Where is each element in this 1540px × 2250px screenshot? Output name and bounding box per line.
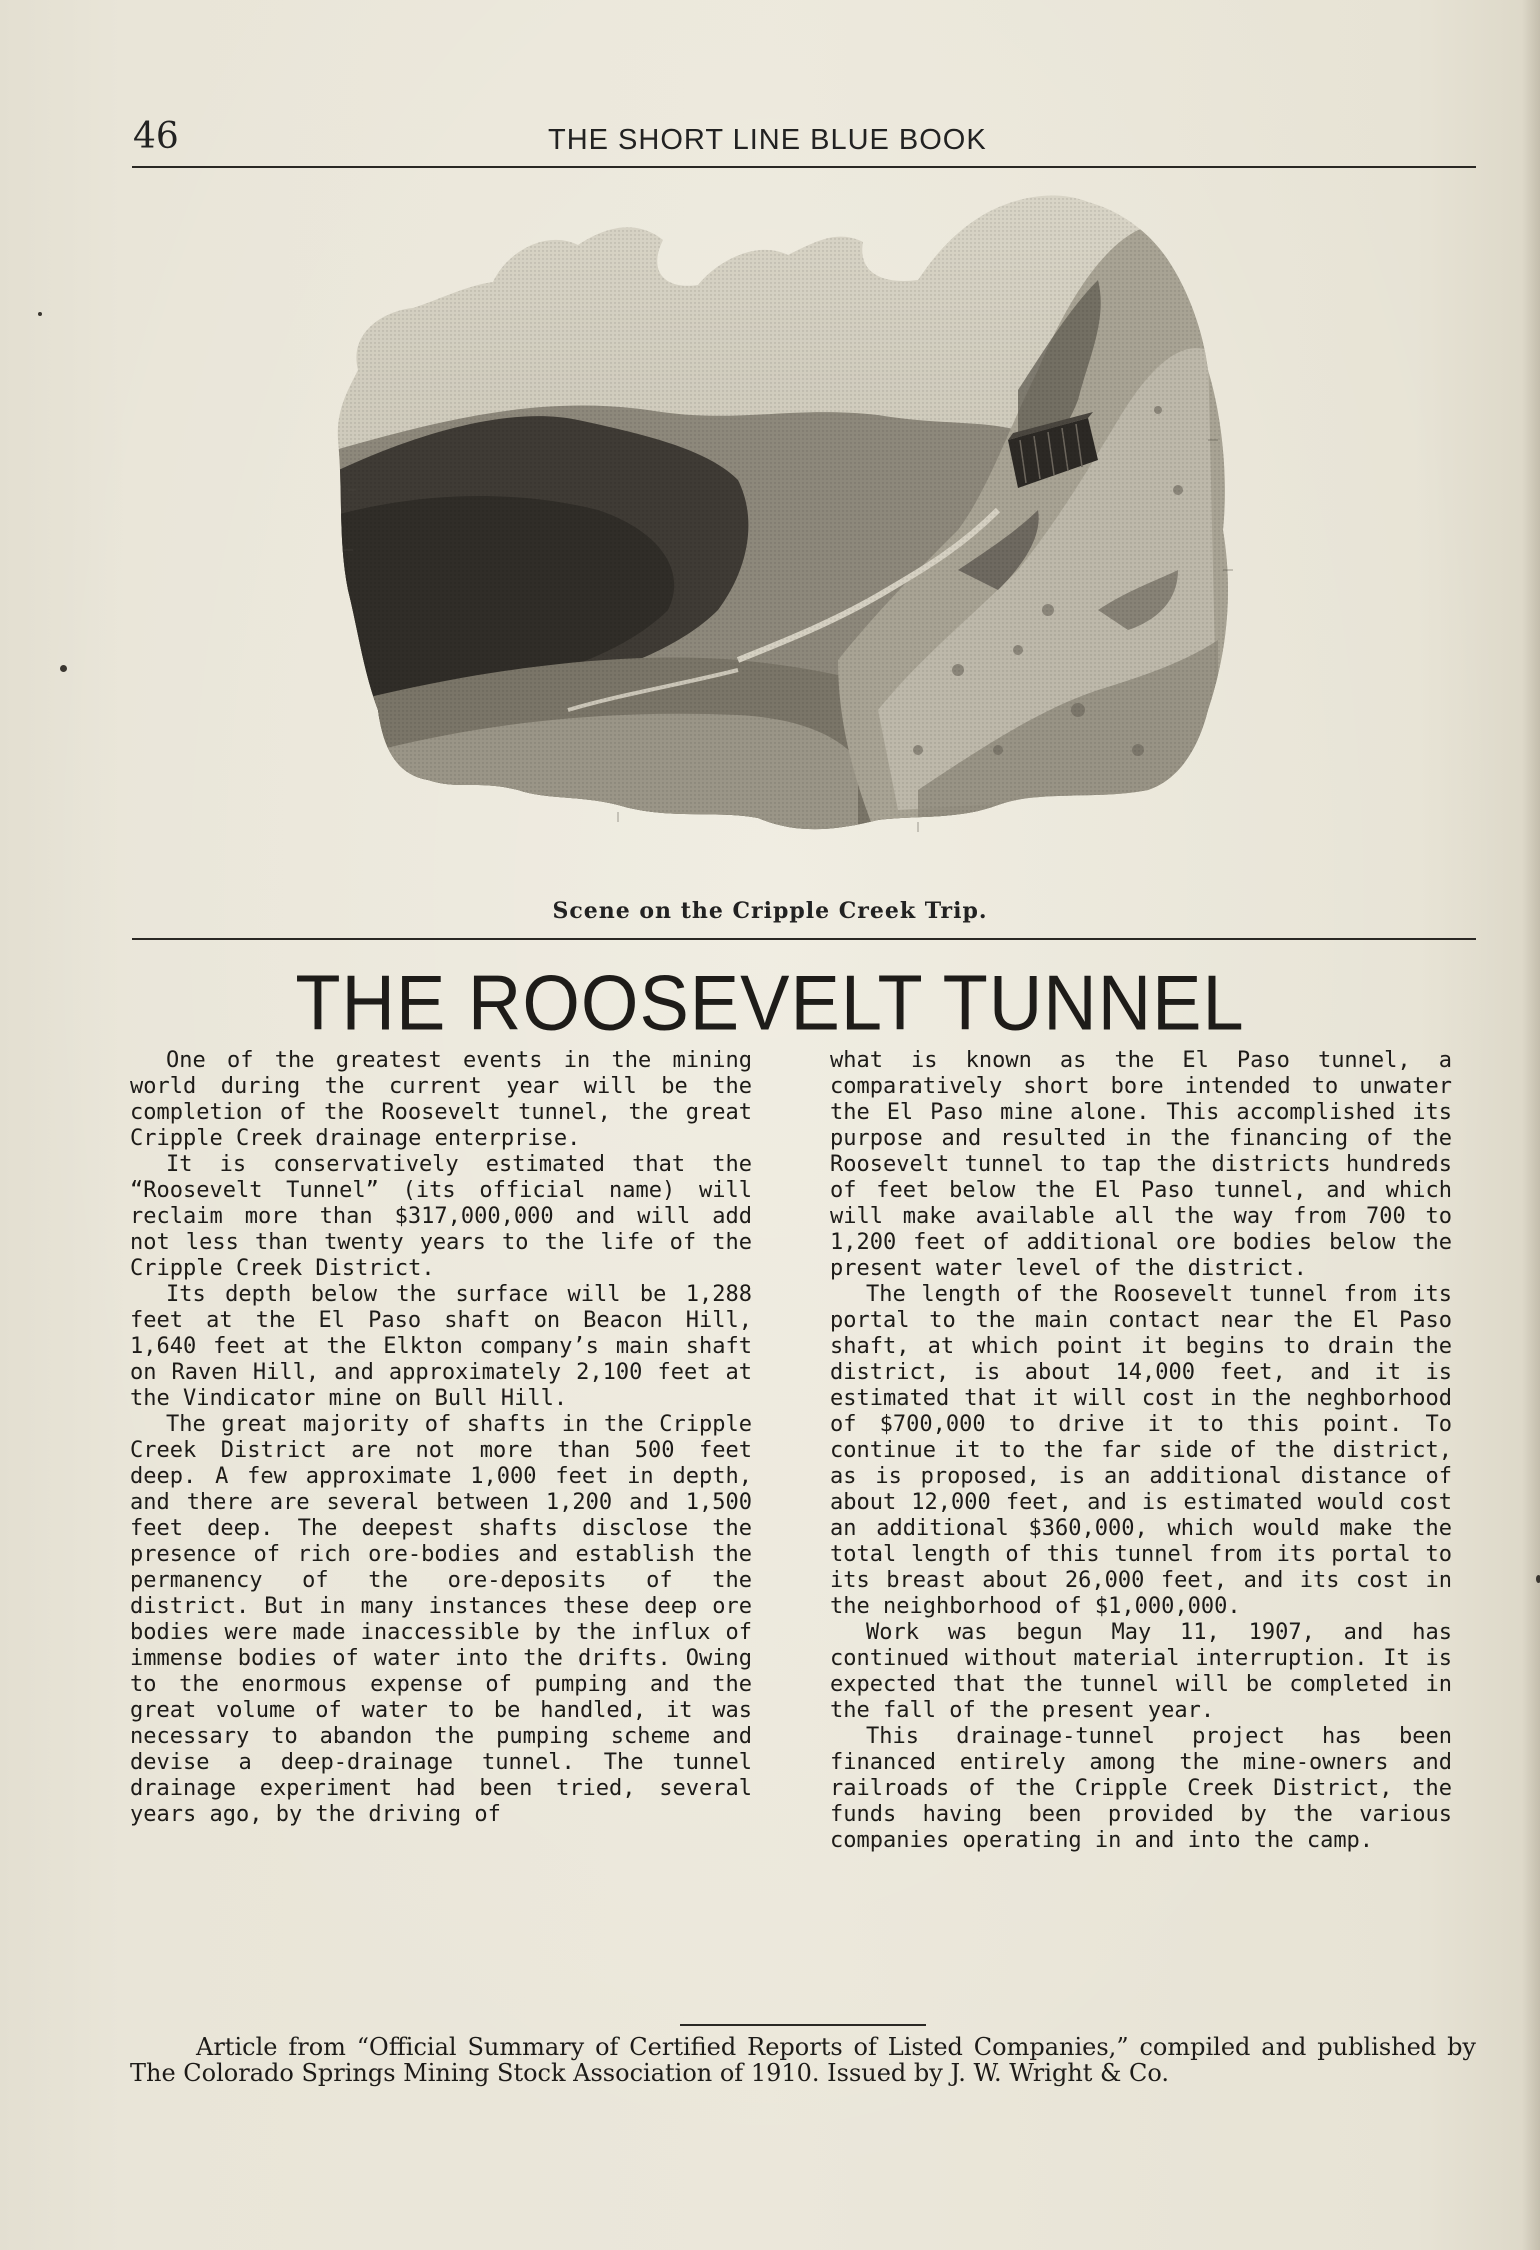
source-footnote: Article from “Official Summary of Certified Reports of Listed Companies,” compiled and published by The Colorado Springs Mining Stock Association of 1910. Issued by J. W. Wright & Co. xyxy=(130,2033,1476,2087)
paragraph: Its depth below the surface will be 1,288 feet at the El Paso shaft on Beacon Hill, 1,640 feet at the Elkton company’s main shaft on Raven Hill, and approximately 2,100 feet at the Vindicator mine on Bull Hill. xyxy=(130,1282,752,1411)
paper-speck xyxy=(38,312,42,316)
paper-speck xyxy=(60,665,67,672)
paragraph: It is conservatively estimated that the “Roosevelt Tunnel” (its official name) will reclaim more than $317,000,000 and will add not less than twenty years to the life of the Cripple Creek District. xyxy=(130,1152,752,1281)
footnote-rule xyxy=(680,2024,926,2026)
halftone-photo-mountain-scene xyxy=(318,190,1318,890)
right-column xyxy=(830,1048,1452,1854)
paragraph: One of the greatest events in the mining world during the current year will be the completion of the Roosevelt tunnel, the great Cripple Creek drainage enterprise. xyxy=(130,1048,752,1151)
page-edge-shadow xyxy=(1522,0,1540,2250)
section-rule xyxy=(132,938,1476,940)
left-column xyxy=(130,1048,752,1828)
paper-speck xyxy=(1536,1575,1540,1583)
paragraph: The length of the Roosevelt tunnel from its portal to the main contact near the El Paso shaft, at which point it begins to drain the district, is about 14,000 feet, and it is estimated that it will cost in the neghborhood of $700,000 to drive it to this point. To continue it to the far side of the district, as is proposed, is an additional distance of about 12,000 feet, and is estimated would cost an additional $360,000, which would make the total length of this tunnel from its portal to its breast about 26,000 feet, and its cost in the neighborhood of $1,000,000. xyxy=(830,1282,1452,1619)
figure-caption: Scene on the Cripple Creek Trip. xyxy=(552,898,988,924)
header-rule xyxy=(132,166,1476,168)
running-title: THE SHORT LINE BLUE BOOK xyxy=(548,124,987,156)
paragraph: Work was begun May 11, 1907, and has continued without material interruption. It is expected that the tunnel will be completed in the fall of the present year. xyxy=(830,1620,1452,1723)
paragraph: This drainage-tunnel project has been financed entirely among the mine-owners and railroads of the Cripple Creek District, the funds having been provided by the various companies operating in and into the camp. xyxy=(830,1724,1452,1853)
page-number: 46 xyxy=(133,116,179,157)
paragraph: The great majority of shafts in the Cripple Creek District are not more than 500 feet deep. A few approximate 1,000 feet in depth, and there are several between 1,200 and 1,500 feet deep. The deepest shafts disclose the presence of rich ore-bodies and establish the permanency of the ore-deposits of the district. But in many instances these deep ore bodies were made inaccessible by the influx of immense bodies of water into the drifts. Owing to the enormous expense of pumping and the great volume of water to be handled, it was necessary to abandon the pumping scheme and devise a deep-drainage tunnel. The tunnel drainage experiment had been tried, several years ago, by the driving of xyxy=(130,1412,752,1827)
paragraph-continued: what is known as the El Paso tunnel, a comparatively short bore intended to unwater the El Paso mine alone. This accomplished its purpose and resulted in the financing of the Roosevelt tunnel to tap the districts hundreds of feet below the El Paso tunnel, and which will make available all the way from 700 to 1,200 feet of additional ore bodies below the present water level of the district. xyxy=(830,1048,1452,1281)
article-title: THE ROOSEVELT TUNNEL xyxy=(295,958,1245,1047)
